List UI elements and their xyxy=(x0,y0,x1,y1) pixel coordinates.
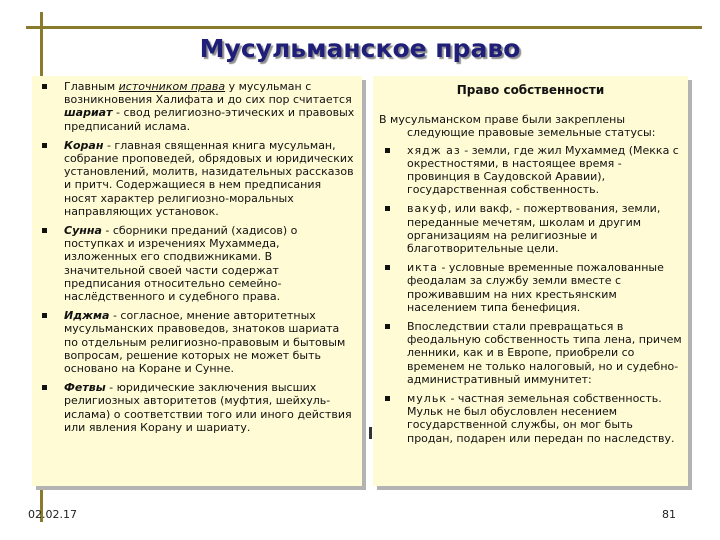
left-panel xyxy=(32,76,362,486)
page-number: 81 xyxy=(662,508,676,521)
list-item-hijaz: хядж аз - земли, где жил Мухаммед (Мекка с окрестностями, в настоящее время - провинция в Саудовской Аравии), государственная собственность. xyxy=(379,144,682,197)
list-item-iqta: икта - условные временные пожалованные феодалам за службу земли вместе с проживавшим на них крестьянским населением типа бенефиция. xyxy=(379,261,682,314)
property-rights-heading: Право собственности xyxy=(456,83,605,97)
list-item-quran: Коран - главная священная книга мусульман, собрание проповедей, обрядовых и юридических установлений, молитв, назидательных рассказов и притч. Содержащиеся в нем предписания носят характер религиозно-моральных направляющих установок. xyxy=(36,139,356,218)
list-item-feudal: Впоследствии стали превращаться в феодальную собственность типа лена, причем ленники, как и в Европе, приобрели со временем не только налоговый, но и судебно-административный иммунитет: xyxy=(379,320,682,386)
list-item-ijma: Иджма - согласное, мнение авторитетных мусульманских правоведов, знатоков шариата по отдельным религиозно-правовым и бытовым вопросам, решение которых не может быть основано на Коране и Сунне. xyxy=(36,309,356,375)
term-iqta: икта xyxy=(407,261,438,275)
decorative-horizontal-line xyxy=(26,26,702,29)
sources-list xyxy=(36,80,356,434)
bullet-icon xyxy=(42,313,47,318)
term-sharia: шариат xyxy=(64,106,113,120)
land-status-list xyxy=(379,144,682,445)
divider-marker xyxy=(369,427,372,439)
bullet-icon xyxy=(385,265,390,270)
term-source-of-law: источником права xyxy=(118,80,226,93)
slide-title: Мусульманское право xyxy=(199,34,521,63)
bullet-icon xyxy=(385,324,390,329)
bullet-icon xyxy=(42,143,47,148)
right-panel xyxy=(373,76,688,486)
term-sunna: Сунна xyxy=(64,224,102,238)
bullet-icon xyxy=(385,206,390,211)
list-item-fatwas: Фетвы - юридические заключения высших религиозных авторитетов (муфтия, шейхуль-ислама) о соответствии того или иного действия или явления Корану и шариату. xyxy=(36,381,356,434)
term-fatwas: Фетвы xyxy=(64,381,106,395)
term-hijaz: хядж аз xyxy=(407,143,461,157)
bullet-icon xyxy=(385,396,390,401)
list-item-sunna: Сунна - сборники преданий (хадисов) о поступках и изречениях Мухаммеда, изложенных его сподвижниками. В значительной своей части содержат предписания относительно семейно-наслёдственного и судебного права. xyxy=(36,224,356,303)
list-item-waqf: вакуф, или вакф, - пожертвования, земли, переданные мечетям, школам и другим организациям на религиозные и благотворительные цели. xyxy=(379,202,682,255)
bullet-icon xyxy=(42,84,47,89)
list-item-sources: Главным источником права у мусульман с возникновения Халифата и до сих пор считается шариат - свод религиозно-этических и правовых предписаний ислама. xyxy=(36,80,356,133)
term-waqf: вакуф xyxy=(407,202,448,216)
list-item-mulk: мульк - частная земельная собственность. Мульк не был обусловлен несением государственной службы, он мог быть продан, подарен или передан по наследству. xyxy=(379,392,682,445)
footer-date: 02.02.17 xyxy=(28,508,77,521)
property-intro: В мусульманском праве были закреплены следующие правовые земельные статусы: xyxy=(379,113,656,140)
term-mulk: мульк xyxy=(407,392,447,406)
term-ijma: Иджма xyxy=(64,309,110,323)
bullet-icon xyxy=(385,148,390,153)
term-quran: Коран xyxy=(64,138,104,152)
bullet-icon xyxy=(42,385,47,390)
bullet-icon xyxy=(42,228,47,233)
